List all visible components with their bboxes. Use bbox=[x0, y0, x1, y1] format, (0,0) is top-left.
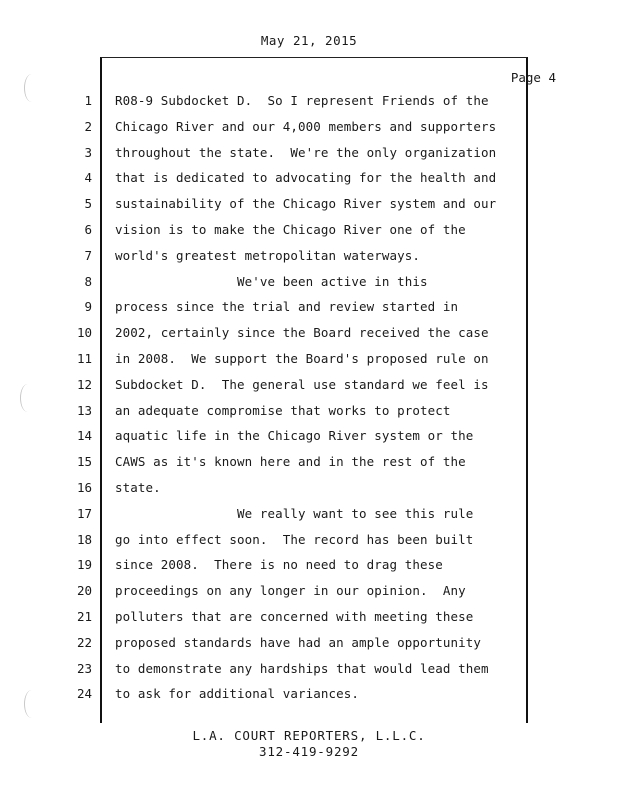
transcript-line: state. bbox=[115, 480, 161, 495]
line-number: 15 bbox=[76, 454, 92, 470]
line-number: 1 bbox=[84, 93, 92, 108]
transcript-line: that is dedicated to advocating for the health and bbox=[115, 170, 497, 186]
transcript-line: aquatic life in the Chicago River system or the bbox=[115, 428, 474, 444]
line-number: 14 bbox=[76, 428, 92, 444]
transcript-line: proceedings on any longer in our opinion. Any bbox=[115, 583, 466, 599]
page-number: Page 4 bbox=[510, 70, 556, 85]
line-number: 13 bbox=[76, 402, 92, 418]
line-number: 3 bbox=[84, 144, 92, 160]
transcript-line: throughout the state. We're the only organization bbox=[115, 144, 497, 160]
transcript-line: Subdocket D. The general use standard we feel is bbox=[115, 376, 489, 392]
binder-hole-top bbox=[24, 74, 39, 102]
transcript-line: proposed standards have had an ample opportunity bbox=[115, 634, 482, 650]
footer-phone: 312-419-9292 bbox=[259, 744, 359, 759]
line-number: 22 bbox=[76, 634, 92, 650]
line-number: 7 bbox=[84, 247, 92, 263]
binder-hole-middle bbox=[20, 384, 35, 412]
line-number: 19 bbox=[76, 557, 92, 573]
line-number: 6 bbox=[84, 222, 92, 237]
line-number: 10 bbox=[76, 325, 92, 341]
transcript-date: May 21, 2015 bbox=[260, 33, 358, 48]
transcript-line: world's greatest metropolitan waterways. bbox=[115, 247, 421, 263]
transcript-line: R08-9 Subdocket D. So I represent Friends of the bbox=[115, 93, 489, 108]
line-number: 18 bbox=[76, 531, 92, 547]
transcript-line: an adequate compromise that works to protect bbox=[115, 402, 451, 418]
line-number: 12 bbox=[76, 376, 92, 392]
transcript-line: We really want to see this rule bbox=[115, 505, 474, 521]
transcript-line: go into effect soon. The record has been built bbox=[115, 531, 474, 547]
transcript-line: We've been active in this bbox=[115, 273, 428, 289]
line-number: 8 bbox=[84, 273, 92, 289]
line-number: 20 bbox=[76, 583, 92, 599]
transcript-line: vision is to make the Chicago River one of the bbox=[115, 222, 466, 237]
transcript-line: to ask for additional variances. bbox=[115, 686, 360, 702]
line-number: 23 bbox=[76, 660, 92, 676]
line-number: 24 bbox=[76, 686, 92, 702]
transcript-line: 2002, certainly since the Board received the case bbox=[115, 325, 489, 341]
transcript-line: polluters that are concerned with meeting these bbox=[115, 609, 474, 624]
line-number: 5 bbox=[84, 196, 92, 212]
transcript-line: since 2008. There is no need to drag these bbox=[115, 557, 443, 573]
footer-company: L.A. COURT REPORTERS, L.L.C. bbox=[192, 728, 426, 743]
binder-hole-bottom bbox=[24, 690, 39, 718]
line-number: 11 bbox=[76, 351, 92, 366]
line-number: 21 bbox=[76, 609, 92, 624]
line-number: 17 bbox=[76, 505, 92, 521]
line-number: 16 bbox=[76, 480, 92, 495]
line-number: 4 bbox=[84, 170, 92, 186]
line-number: 2 bbox=[84, 118, 92, 134]
transcript-line: in 2008. We support the Board's proposed rule on bbox=[115, 351, 489, 366]
transcript-line: process since the trial and review started in bbox=[115, 299, 459, 315]
line-number: 9 bbox=[84, 299, 92, 315]
transcript-line: CAWS as it's known here and in the rest of the bbox=[115, 454, 466, 470]
transcript-line: Chicago River and our 4,000 members and supporters bbox=[115, 118, 497, 134]
transcript-line: sustainability of the Chicago River system and our bbox=[115, 196, 497, 212]
transcript-line: to demonstrate any hardships that would lead them bbox=[115, 660, 489, 676]
